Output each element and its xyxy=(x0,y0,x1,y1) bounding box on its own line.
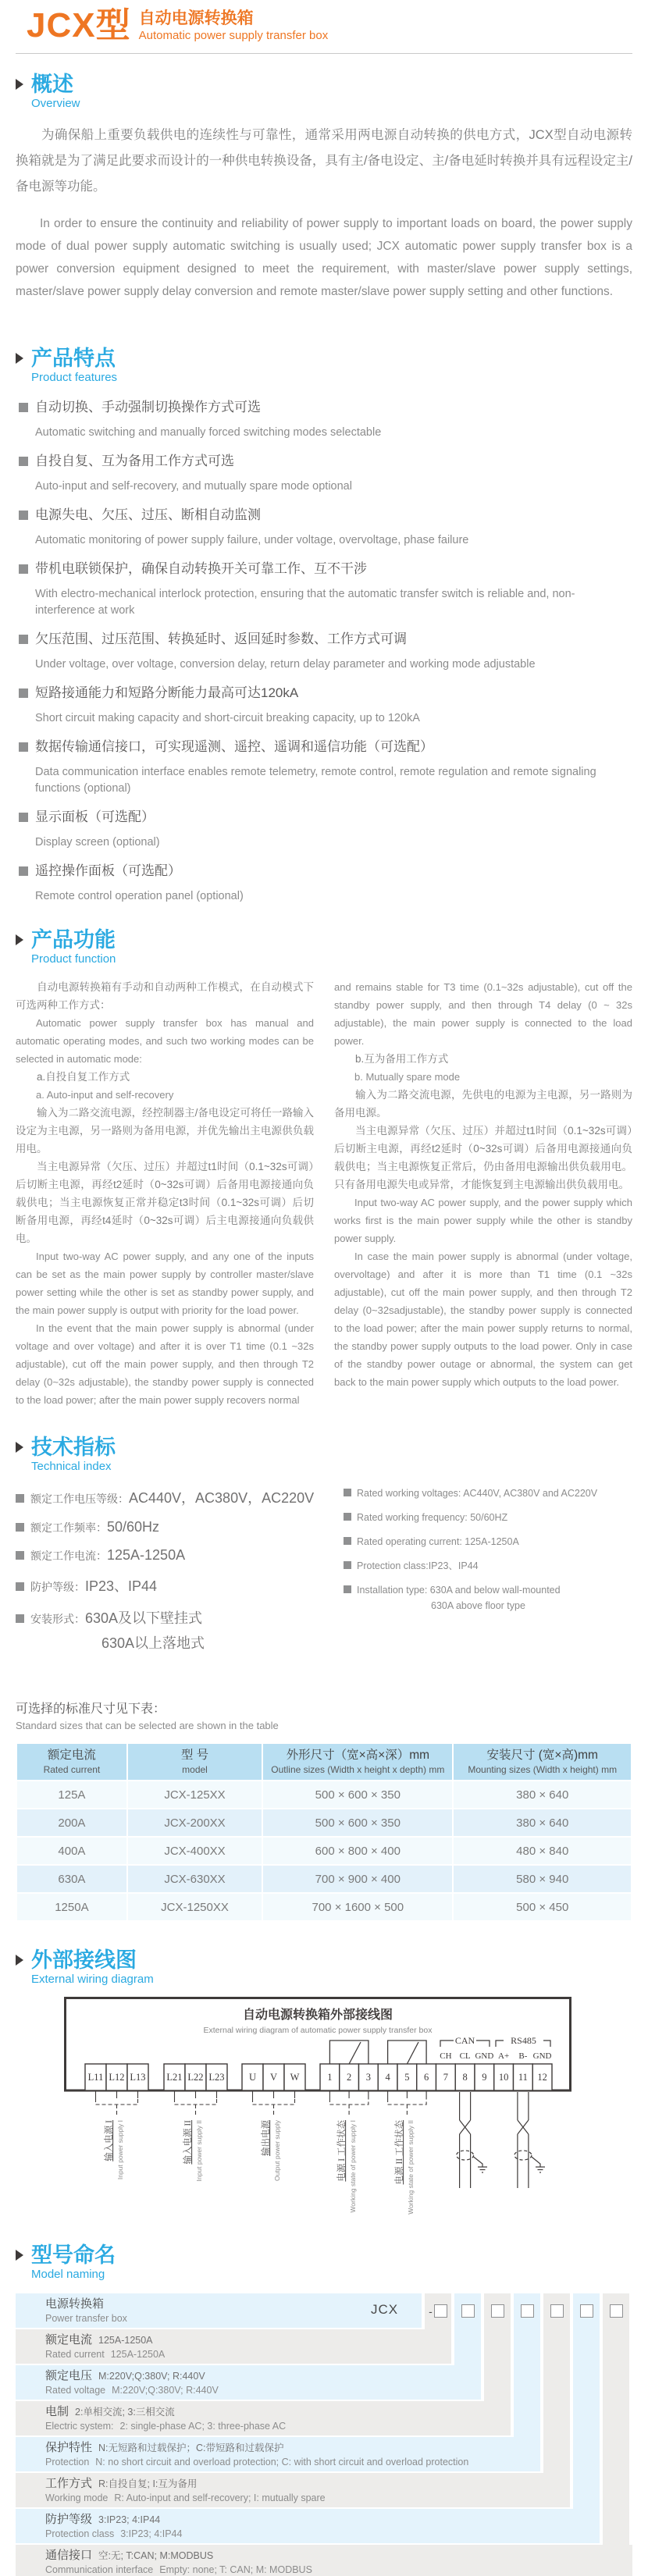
dash-separator: - xyxy=(429,2304,433,2318)
svg-text:A+: A+ xyxy=(498,2051,510,2061)
col-header: 额定电流 Rated current xyxy=(16,1743,127,1781)
code-box-icon xyxy=(434,2304,447,2318)
feature-item: 自动切换、手动强制切换操作方式可选 xyxy=(19,398,632,417)
square-bullet-icon xyxy=(16,1523,24,1532)
square-bullet-icon xyxy=(16,1614,24,1623)
function-paragraph: 输入为二路交流电源，经控制器主/备电设定可将任一路输入设定为主电源，另一路则为备用电源，并优先输出主电源供负载用电。 xyxy=(16,1107,314,1155)
svg-text:9: 9 xyxy=(482,2072,487,2083)
naming-row: 工作方式 R:自投自复; I:互为备用 Working mode R: Auto-input and self-recovery; I: mutually spare xyxy=(16,2473,570,2507)
square-bullet-icon xyxy=(19,511,28,520)
code-box-icon xyxy=(461,2304,475,2318)
group-label-en: Input power supply II xyxy=(195,2120,203,2182)
section-arrow-icon xyxy=(16,353,23,364)
function-paragraph: b. Mutually spare mode xyxy=(354,1071,461,1083)
twisted-pair-rs485 xyxy=(514,2092,545,2188)
feature-item: 遥控操作面板（可选配） xyxy=(19,862,632,881)
square-bullet-icon xyxy=(19,403,28,412)
function-heading-en: Product function xyxy=(31,952,116,966)
tech-item: 额定工作电流： 125A-1250A xyxy=(16,1547,344,1564)
naming-heading xyxy=(16,2243,632,2282)
technical-heading xyxy=(16,1436,632,1475)
svg-text:5: 5 xyxy=(404,2072,410,2083)
section-sizes xyxy=(16,1699,632,1922)
svg-text:2: 2 xyxy=(346,2072,352,2083)
table-row: 400A JCX-400XX 600 × 800 × 400 480 × 840 xyxy=(16,1837,632,1865)
sizes-table xyxy=(16,1742,632,1922)
svg-text:L12: L12 xyxy=(109,2072,125,2083)
tech-item: 防护等级： IP23、IP44 xyxy=(16,1575,344,1596)
tech-item: 安装形式： 630A及以下壁挂式 xyxy=(16,1607,344,1628)
group-label-en: Working state of power supply II xyxy=(407,2120,415,2215)
function-heading-cn: 产品功能 xyxy=(31,928,116,952)
wiring-heading xyxy=(16,1948,632,1987)
wiring-heading-cn: 外部接线图 xyxy=(31,1948,137,1972)
naming-heading-en: Model naming xyxy=(31,2268,105,2281)
section-overview xyxy=(16,73,632,303)
function-paragraph: In the event that the main power supply is abnormal (under voltage and over voltage) and after it is over T1 time (0.1 ~32s adjustable), cut off the main power supply, and then through T2 delay (0~32s adjustable), the standby power supply is connected to the load power; after the main power supply recovers normal xyxy=(16,1322,314,1406)
svg-text:10: 10 xyxy=(498,2072,509,2083)
section-technical xyxy=(16,1436,632,1664)
section-arrow-icon xyxy=(16,2250,23,2261)
section-wiring xyxy=(16,1948,632,2231)
model-prefix: JCX xyxy=(371,2302,399,2317)
product-model: JCX型 xyxy=(27,6,131,44)
table-row: 630A JCX-630XX 700 × 900 × 400 580 × 940 xyxy=(16,1865,632,1893)
tech-item-en: Rated working voltages: AC440V, AC380V and AC220V xyxy=(344,1487,617,1500)
overview-heading xyxy=(16,73,632,112)
square-bullet-icon xyxy=(19,813,28,822)
col-header: 型 号 model xyxy=(127,1743,262,1781)
svg-text:CL: CL xyxy=(459,2051,471,2061)
tech-item: 额定工作频率： 50/60Hz xyxy=(16,1519,344,1535)
svg-text:L22: L22 xyxy=(187,2072,204,2083)
group-label-cn: 电源 I 工作状态 xyxy=(337,2120,347,2182)
technical-cn-list xyxy=(16,1487,344,1664)
section-arrow-icon xyxy=(16,1955,23,1966)
overview-paragraph-en: In order to ensure the continuity and reliability of power supply to important loads on board, the power supply mode of dual power supply automatic switching is usually used; JCX automatic power supply transfer box is a power conversion equipment designed to meet the requirement, with master/slave power supply settings, master/slave power supply delay conversion and remote master/slave power supply setting and other functions. xyxy=(16,217,632,298)
code-box-icon xyxy=(580,2304,593,2318)
svg-text:12: 12 xyxy=(537,2072,547,2083)
naming-row: 额定电压 M:220V;Q:380V; R:440V Rated voltage M:220V;Q:380V; R:440V xyxy=(16,2365,481,2400)
square-bullet-icon xyxy=(19,635,28,644)
svg-text:CH: CH xyxy=(440,2051,452,2061)
features-heading xyxy=(16,347,632,386)
technical-heading-cn: 技术指标 xyxy=(31,1436,116,1459)
feature-item: 电源失电、欠压、过压、断相自动监测 xyxy=(19,506,632,525)
feature-item: 自投自复、互为备用工作方式可选 xyxy=(19,452,632,471)
feature-item: 显示面板（可选配） xyxy=(19,808,632,827)
naming-row: 额定电流 125A-1250A Rated current 125A-1250A xyxy=(16,2329,451,2364)
table-row: 1250A JCX-1250XX 700 × 1600 × 500 500 × 450 xyxy=(16,1893,632,1921)
function-paragraph: 当主电源异常（欠压、过压）并超过t1时间（0.1~32s可调）后切断主电源，再经t2延时（0~32s可调）后备用电源接通向负载供电；当主电源恢复正常并稳定t3时间（0.1~32s可调）后切断备用电源，再经t4延时（0~32s可调）后主电源接通向负载供电。 xyxy=(16,1161,314,1244)
tech-item-line2: 630A以上落地式 xyxy=(101,1635,205,1651)
feature-item: 带机电联锁保护，确保自动转换开关可靠工作、互不干涉 xyxy=(19,560,632,578)
svg-text:6: 6 xyxy=(423,2072,429,2083)
svg-text:B-: B- xyxy=(518,2051,528,2061)
tech-item-en-line2: 630A above floor type xyxy=(431,1600,525,1611)
naming-heading-cn: 型号命名 xyxy=(31,2243,116,2267)
feature-item-en: Display screen (optional) xyxy=(35,836,160,849)
wiring-heading-en: External wiring diagram xyxy=(31,1973,154,1986)
svg-text:1: 1 xyxy=(327,2072,333,2083)
product-title-cn: 自动电源转换箱 xyxy=(138,9,254,27)
sizes-intro-cn: 可选择的标准尺寸见下表： xyxy=(16,1703,166,1716)
function-paragraph: 当主电源异常（欠压、过压）并超过t1时间（0.1~32s可调）后切断主电源，再经t2延时（0~32s可调）后备用电源接通向负载供电；当主电源恢复正常后，仍由备用电源输出供负载用电。只有备用电源失电或异常，才能恢复到主电源输出供负载用电。 xyxy=(334,1125,632,1190)
square-bullet-icon xyxy=(19,866,28,876)
feature-item-en: Automatic monitoring of power supply failure, under voltage, overvoltage, phase failure xyxy=(35,534,469,546)
table-row: 125A JCX-125XX 500 × 600 × 350 380 × 640 xyxy=(16,1781,632,1809)
square-bullet-icon xyxy=(19,688,28,698)
product-title-en: Automatic power supply transfer box xyxy=(138,29,329,42)
square-bullet-icon xyxy=(344,1537,351,1545)
section-arrow-icon xyxy=(16,1442,23,1453)
svg-text:U: U xyxy=(248,2072,257,2083)
col-header: 安装尺寸 (宽×高)mm Mounting sizes (Width x height) mm xyxy=(453,1743,632,1781)
group-label-en: Working state of power supply I xyxy=(349,2120,357,2213)
col-header: 外形尺寸（宽×高×深）mm Outline sizes (Width x height x depth) mm xyxy=(262,1743,453,1781)
svg-text:V: V xyxy=(269,2072,278,2083)
rs485-bus-label: RS485 xyxy=(511,2035,536,2046)
group-label-cn: 输入电源 II xyxy=(183,2120,193,2165)
feature-item-en: Automatic switching and manually forced switching modes selectable xyxy=(35,426,382,439)
square-bullet-icon xyxy=(16,1551,24,1560)
tech-item-en: Installation type: 630A and below wall-mounted xyxy=(344,1584,617,1597)
feature-item-en: Short circuit making capacity and short-circuit breaking capacity, up to 120kA xyxy=(35,712,420,724)
function-paragraph: a. Auto-input and self-recovery xyxy=(36,1089,174,1101)
group-brackets xyxy=(96,2098,427,2115)
naming-row: 电源转换箱 Power transfer box xyxy=(16,2293,422,2328)
square-bullet-icon xyxy=(19,564,28,574)
group-label-en: Output power supply xyxy=(273,2120,281,2181)
svg-text:L11: L11 xyxy=(87,2072,104,2083)
group-label-en: Input power supply I xyxy=(116,2120,124,2180)
features-list xyxy=(16,398,632,905)
function-columns xyxy=(16,978,632,1409)
section-function xyxy=(16,928,632,1409)
overview-paragraph-cn: 为确保船上重要负载供电的连续性与可靠性，通常采用两电源自动转换的供电方式，JCX型自动电源转换箱就是为了满足此要求而设计的一种供电转换设备，具有主/备电设定、主/备电延时转换并具有远程设定主/备电源等功能。 xyxy=(16,128,632,194)
function-paragraph: Input two-way AC power supply, and the power supply which works first is the main power supply while the other is standby power supply. xyxy=(334,1197,632,1244)
wiring-diagram-svg xyxy=(64,1997,571,2227)
square-bullet-icon xyxy=(19,742,28,752)
svg-text:8: 8 xyxy=(462,2072,468,2083)
tech-item-en: Protection class:IP23、IP44 xyxy=(344,1560,617,1573)
feature-item: 短路接通能力和短路分断能力最高可达120kA xyxy=(19,684,632,703)
function-paragraph: Automatic power supply transfer box has manual and automatic operating modes, and such two working modes can be selected in automatic mode: xyxy=(16,1017,314,1065)
feature-item-en: With electro-mechanical interlock protection, ensuring that the automatic transfer switch is reliable and, non-interference at work xyxy=(35,588,575,617)
overview-heading-en: Overview xyxy=(31,97,80,110)
table-row: 200A JCX-200XX 500 × 600 × 350 380 × 640 xyxy=(16,1809,632,1837)
function-paragraph: 自动电源转换箱有手动和自动两种工作模式，在自动模式下可选两种工作方式： xyxy=(16,981,314,1011)
feature-item-en: Data communication interface enables remote telemetry, remote control, remote regulation and remote signaling functions (optional) xyxy=(35,766,596,795)
svg-text:W: W xyxy=(290,2072,300,2083)
naming-row: 保护特性 N:无短路和过载保护；C:带短路和过载保护 Protection N: no short circuit and overload protection; C: with short circuit and overload protection xyxy=(16,2437,540,2471)
page-header xyxy=(16,8,632,44)
code-column-6 xyxy=(573,2293,600,2543)
group-labels xyxy=(103,2119,415,2215)
function-paragraph: and remains stable for T3 time (0.1~32s adjustable), cut off the standby power supply, and then through T4 delay (0 ~ 32s adjustable), the main power supply is connected to the load power. xyxy=(334,981,632,1047)
feature-item-en: Remote control operation panel (optional) xyxy=(35,890,244,902)
overview-heading-cn: 概述 xyxy=(31,73,73,96)
square-bullet-icon xyxy=(344,1513,351,1521)
svg-text:7: 7 xyxy=(443,2072,449,2083)
feature-item-en: Auto-input and self-recovery, and mutually spare mode optional xyxy=(35,480,352,493)
square-bullet-icon xyxy=(344,1585,351,1593)
twisted-pair-can xyxy=(457,2092,487,2188)
function-paragraph: In case the main power supply is abnormal (under voltage, overvoltage) and after it is more than T1 time (0.1 ~32s adjustable), cut off the main power supply, and then through T2 delay (0~32sadjustable), the standby power supply is connected to the load power; after the main power supply returns to normal, the standby power supply outputs to the load power. Only in case of the standby power outage or abnormal, the system can get back to the main power supply which outputs to the load power. xyxy=(334,1251,632,1388)
square-bullet-icon xyxy=(16,1582,24,1591)
feature-item: 数据传输通信接口，可实现遥测、遥控、遥调和遥信功能（可选配） xyxy=(19,738,632,756)
tech-item-en: Rated operating current: 125A-1250A xyxy=(344,1535,617,1549)
function-paragraph: 输入为二路交流电源，先供电的电源为主电源，另一路则为备用电源。 xyxy=(334,1089,632,1119)
code-box-icon xyxy=(521,2304,534,2318)
feature-item-en: Under voltage, over voltage, conversion delay, return delay parameter and working mode adjustable xyxy=(35,658,536,671)
diagram-title-cn: 自动电源转换箱外部接线图 xyxy=(242,2008,393,2022)
svg-text:3: 3 xyxy=(365,2072,372,2083)
diagram-title-en: External wiring diagram of automatic power supply transfer box xyxy=(203,2026,433,2035)
code-box-icon xyxy=(610,2304,623,2318)
square-bullet-icon xyxy=(16,1494,24,1503)
function-right-column xyxy=(334,978,632,1409)
svg-text:L13: L13 xyxy=(130,2072,146,2083)
group-label-cn: 输入电源 I xyxy=(105,2120,114,2161)
features-heading-cn: 产品特点 xyxy=(31,347,116,370)
sizes-table-header-row xyxy=(16,1743,632,1781)
technical-columns xyxy=(16,1487,632,1664)
svg-text:L21: L21 xyxy=(166,2072,183,2083)
sizes-intro-en: Standard sizes that can be selected are shown in the table xyxy=(16,1720,279,1731)
naming-row: 防护等级 3:IP23; 4:IP44 Protection class 3:IP23; 4:IP44 xyxy=(16,2509,600,2543)
svg-text:4: 4 xyxy=(385,2072,390,2083)
model-naming-diagram xyxy=(16,2293,632,2576)
code-box-icon xyxy=(550,2304,564,2318)
function-left-column xyxy=(16,978,314,1409)
function-paragraph: Input two-way AC power supply, and any one of the inputs can be set as the main power supply by controller master/slave power setting while the other is set as standby power supply, and the main power supply is output with priority for the load power. xyxy=(16,1251,314,1316)
section-naming xyxy=(16,2243,632,2576)
square-bullet-icon xyxy=(19,457,28,466)
square-bullet-icon xyxy=(344,1561,351,1569)
code-box-icon xyxy=(491,2304,504,2318)
svg-text:GND: GND xyxy=(475,2051,494,2061)
code-column-7 xyxy=(603,2293,629,2576)
square-bullet-icon xyxy=(344,1489,351,1496)
section-arrow-icon xyxy=(16,934,23,945)
naming-row: 电制 2:单相交流; 3:三相交流 Electric system: 2: single-phase AC; 3: three-phase AC xyxy=(16,2401,511,2435)
can-bus-label: CAN xyxy=(454,2035,475,2046)
section-arrow-icon xyxy=(16,79,23,90)
function-heading xyxy=(16,928,632,967)
section-features xyxy=(16,347,632,905)
feature-item: 欠压范围、过压范围、转换延时、返回延时参数、工作方式可调 xyxy=(19,630,632,649)
features-heading-en: Product features xyxy=(31,371,118,384)
tech-item-en: Rated working frequency: 50/60HZ xyxy=(344,1511,617,1525)
svg-text:GND: GND xyxy=(532,2051,552,2061)
technical-en-list xyxy=(344,1487,617,1664)
function-paragraph: b.互为备用工作方式 xyxy=(355,1053,449,1065)
technical-heading-en: Technical index xyxy=(31,1460,112,1473)
header-divider xyxy=(16,53,632,54)
svg-text:11: 11 xyxy=(518,2072,528,2083)
naming-row: 通信接口 空:无; T:CAN; M:MODBUS Communication interface Empty: none; T: CAN; M: MODBUS xyxy=(16,2545,632,2576)
wiring-diagram xyxy=(16,1997,632,2231)
tech-item: 额定工作电压等级： AC440V，AC380V，AC220V xyxy=(16,1487,344,1507)
group-label-cn: 输出电源 xyxy=(262,2120,271,2156)
function-paragraph: a.自投自复工作方式 xyxy=(37,1071,130,1083)
svg-text:L23: L23 xyxy=(208,2072,225,2083)
group-label-cn: 电源 II 工作状态 xyxy=(395,2120,404,2185)
